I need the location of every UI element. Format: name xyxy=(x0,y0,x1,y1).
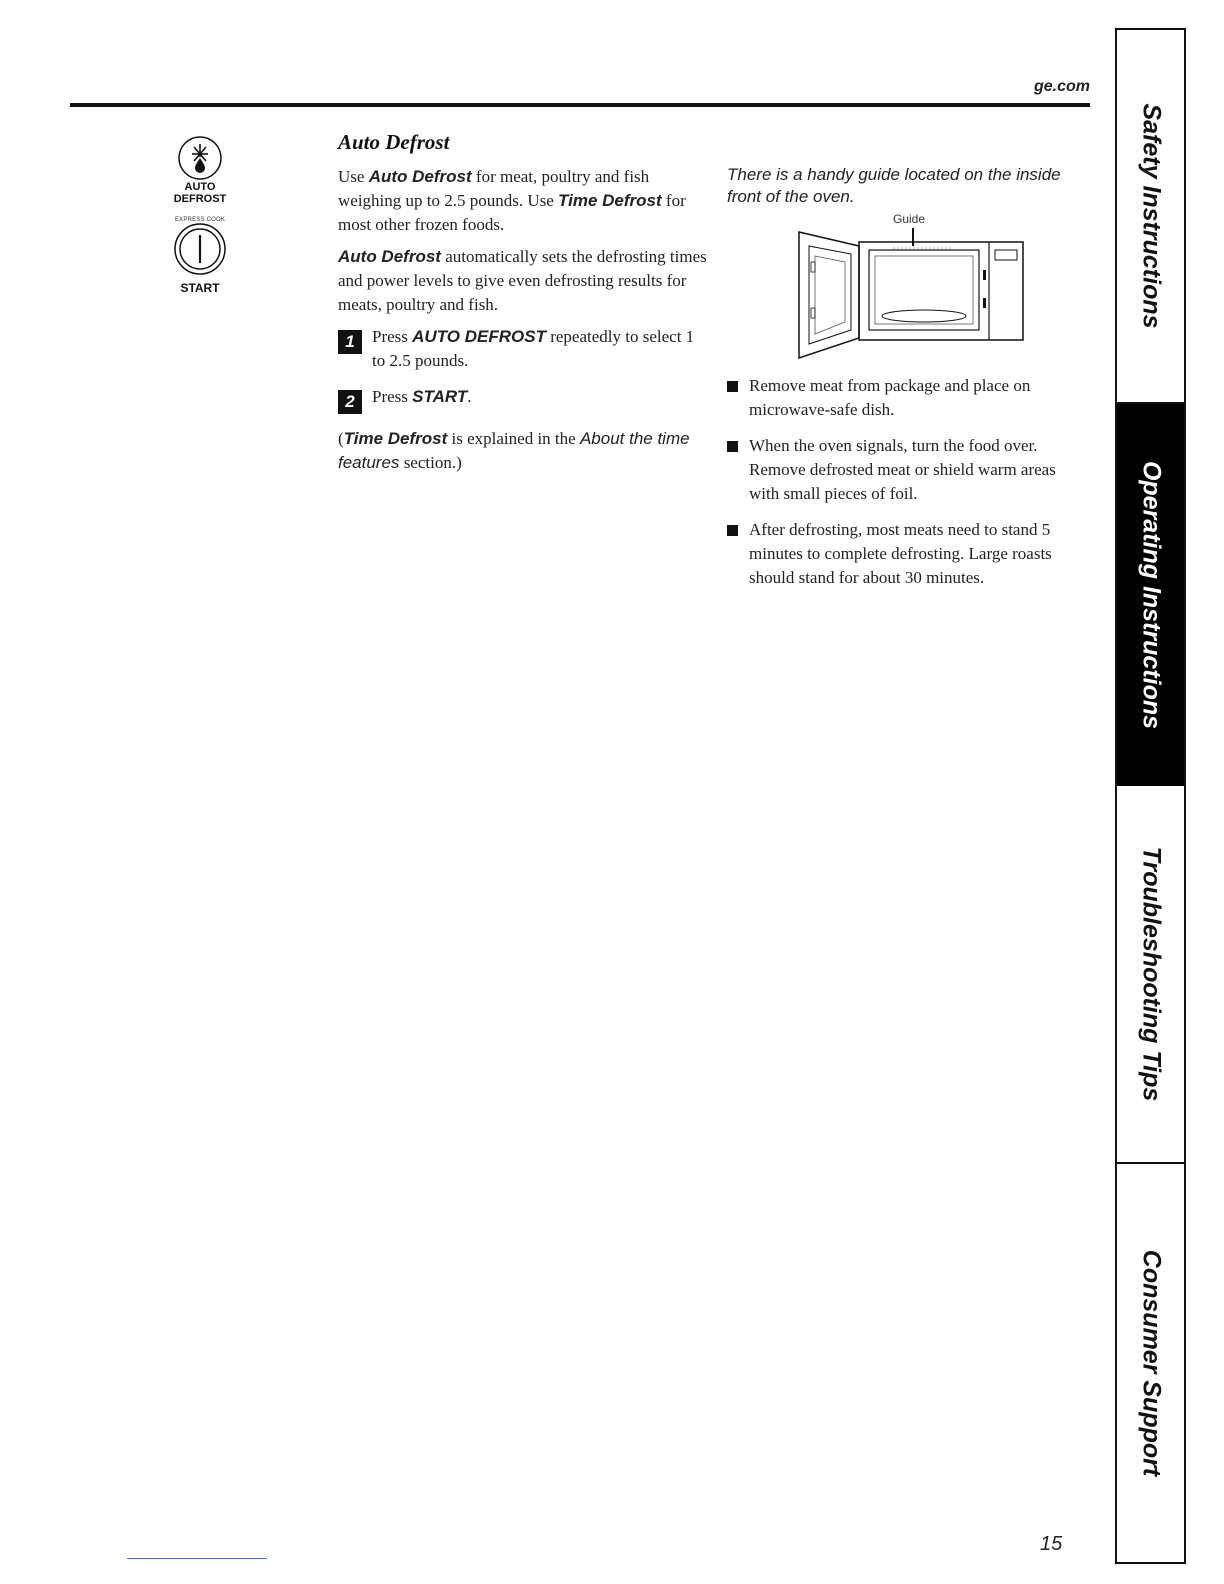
key-start: START xyxy=(412,387,468,406)
start-icon xyxy=(170,221,230,277)
step-number: 2 xyxy=(338,390,362,414)
list-item: Remove meat from package and place on microwave-safe dish. xyxy=(727,374,1082,422)
text: repeatedly to select 1 to 2.5 pounds. xyxy=(372,327,695,370)
note-paragraph xyxy=(338,427,708,475)
auto-defrost-label-2: DEFROST xyxy=(173,193,227,205)
tab-label: Consumer Support xyxy=(1137,1249,1165,1477)
intro-paragraph xyxy=(338,165,708,237)
start-label: START xyxy=(180,281,220,295)
tips-list xyxy=(727,374,1082,590)
tab-safety-instructions[interactable] xyxy=(1117,30,1184,404)
text: Use xyxy=(338,167,369,186)
control-icons xyxy=(160,132,240,294)
footer-link-line xyxy=(127,1558,267,1559)
guide-label: Guide xyxy=(893,212,926,226)
term-auto-defrost: Auto Defrost xyxy=(338,247,441,266)
tips-column xyxy=(727,164,1082,602)
tab-consumer-support[interactable] xyxy=(1117,1164,1184,1562)
oven-illustration xyxy=(793,212,1033,364)
text: for most other frozen foods. xyxy=(338,191,686,234)
reference-section: About the time features xyxy=(338,429,690,472)
microwave-icon xyxy=(793,212,1033,364)
page-number: 15 xyxy=(1040,1533,1063,1555)
text: Press xyxy=(372,387,413,406)
step-1 xyxy=(338,325,708,373)
auto-defrost-icon xyxy=(170,132,230,184)
description-paragraph xyxy=(338,245,708,317)
text: automatically sets the defrosting times and power levels to give even defrosting results for meats, poultry and fish. xyxy=(338,247,707,314)
list-item: When the oven signals, turn the food over. Remove defrosted meat or shield warm areas with small pieces of foil. xyxy=(727,434,1082,506)
auto-defrost-section xyxy=(338,130,708,483)
section-tabs xyxy=(1115,28,1186,1564)
tab-label: Safety Instructions xyxy=(1137,103,1165,329)
term-time-defrost: Time Defrost xyxy=(343,429,448,448)
step-number: 1 xyxy=(338,330,362,354)
key-auto-defrost: AUTO DEFROST xyxy=(412,327,546,346)
text: . xyxy=(467,387,472,406)
text: Press xyxy=(372,327,413,346)
list-item: After defrosting, most meats need to stand 5 minutes to complete defrosting. Large roasts should stand for about 30 minutes. xyxy=(727,518,1082,590)
tab-troubleshooting-tips[interactable] xyxy=(1117,786,1184,1164)
text: for meat, poultry and fish weighing up to 2.5 pounds. Use xyxy=(338,167,650,210)
site-url: ge.com xyxy=(1033,78,1090,95)
express-cook-label: EXPRESS COOK xyxy=(174,217,226,223)
tab-operating-instructions[interactable] xyxy=(1117,404,1184,786)
text: section.) xyxy=(399,453,462,472)
text: is explained in the xyxy=(447,429,580,448)
auto-defrost-label-1: AUTO xyxy=(184,181,216,193)
guide-note: There is a handy guide located on the inside front of the oven. xyxy=(727,165,1061,206)
tab-label: Troubleshooting Tips xyxy=(1137,846,1165,1102)
section-title: Auto Defrost xyxy=(338,130,450,154)
term-auto-defrost: Auto Defrost xyxy=(368,167,472,186)
step-2 xyxy=(338,385,708,409)
header-rule xyxy=(70,103,1090,107)
term-time-defrost: Time Defrost xyxy=(558,191,662,210)
tab-label: Operating Instructions xyxy=(1137,460,1165,730)
text: ( xyxy=(338,429,344,448)
